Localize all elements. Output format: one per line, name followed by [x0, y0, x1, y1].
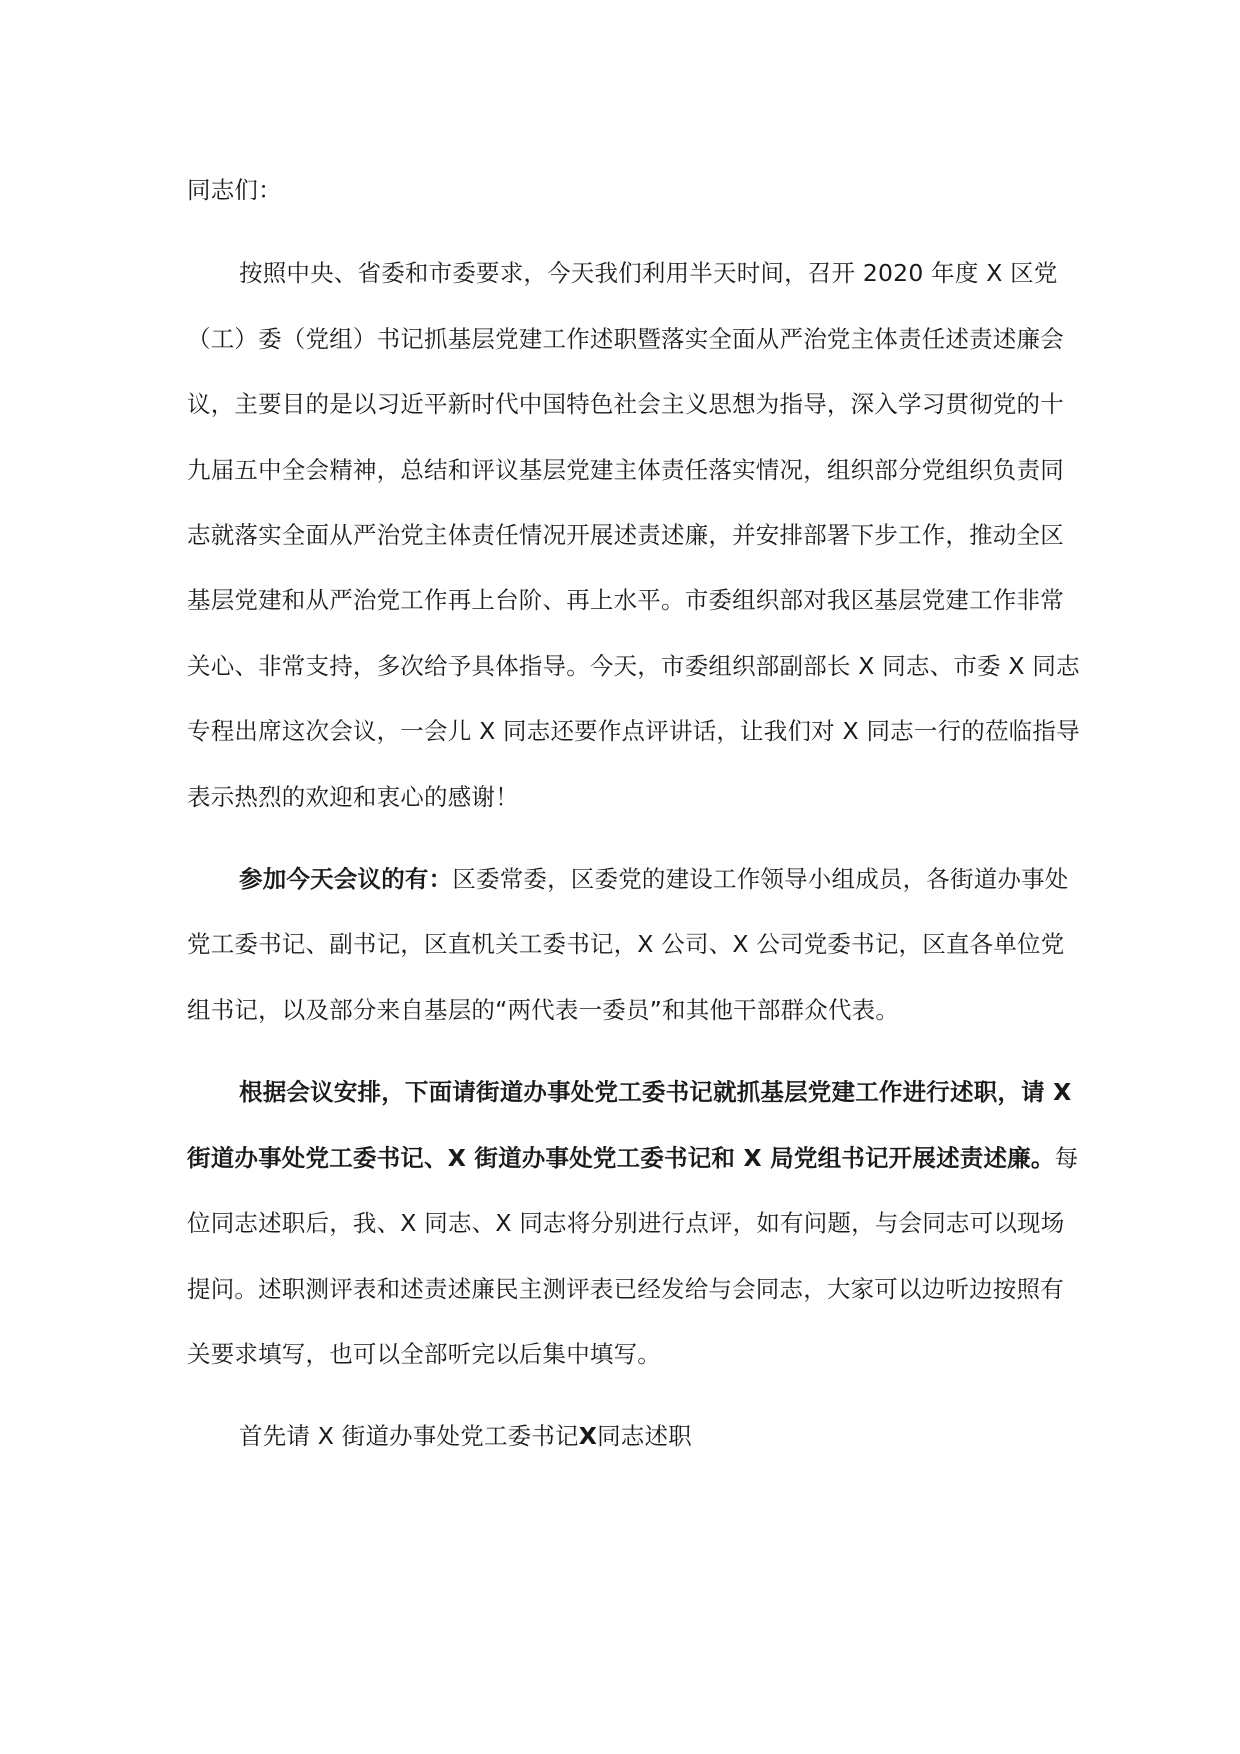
agenda-text: 每位同志述职后，我、X 同志、X 同志将分别进行点评，如有问题，与会同志可以现场提问。述职测评表和述责述廉民主测评表已经发给与会同志，大家可以边听边按照有关要求填写，也可以全部听完以后集中填写。 [187, 1143, 1079, 1368]
first-speaker-name: X [578, 1422, 598, 1451]
attendees-list: 区委常委，区委党的建设工作领导小组成员，各街道办事处党工委书记、副书记，区直机关工委书记，X 公司、X 公司党委书记，区直各单位党组书记，以及部分来自基层的“两代表一委员”和其他干部群众代表。 [187, 865, 1069, 1024]
first-speaker-text: 首先请 X 街道办事处党工委书记 [239, 1422, 579, 1451]
paragraph-opening: 按照中央、省委和市委要求，今天我们利用半天时间，召开 2020 年度 X 区党（工）委（党组）书记抓基层党建工作述职暨落实全面从严治党主体责任述责述廉会议，主要目的是以习近平新时代中国特色社会主义思想为指导，深入学习贯彻党的十九届五中全会精神，总结和评议基层党建主体责任落实情况，组织部分党组织负责同志就落实全面从严治党主体责任情况开展述责述廉，并安排部署下步工作，推动全区基层党建和从严治党工作再上台阶、再上水平。市委组织部对我区基层党建工作非常关心、非常支持，多次给予具体指导。今天，市委组织部副部长 X 同志、市委 X 同志专程出席这次会议，一会儿 X 同志还要作点评讲话，让我们对 X 同志一行的莅临指导表示热烈的欢迎和衷心的感谢！ [187, 259, 1080, 811]
paragraph-first-speaker [187, 1404, 1087, 1469]
attendees-lead: 参加今天会议的有： [239, 865, 453, 894]
first-speaker-tail: 同志述职 [597, 1422, 692, 1451]
salutation: 同志们： [187, 176, 282, 204]
paragraph-attendees [187, 847, 1087, 1043]
agenda-lead: 根据会议安排，下面请街道办事处党工委书记就抓基层党建工作进行述职，请 X 街道办事处党工委书记、X 街道办事处党工委书记和 X 局党组书记开展述责述廉。 [187, 1078, 1072, 1172]
paragraph-agenda [187, 1060, 1087, 1387]
document-body [187, 158, 1087, 1470]
